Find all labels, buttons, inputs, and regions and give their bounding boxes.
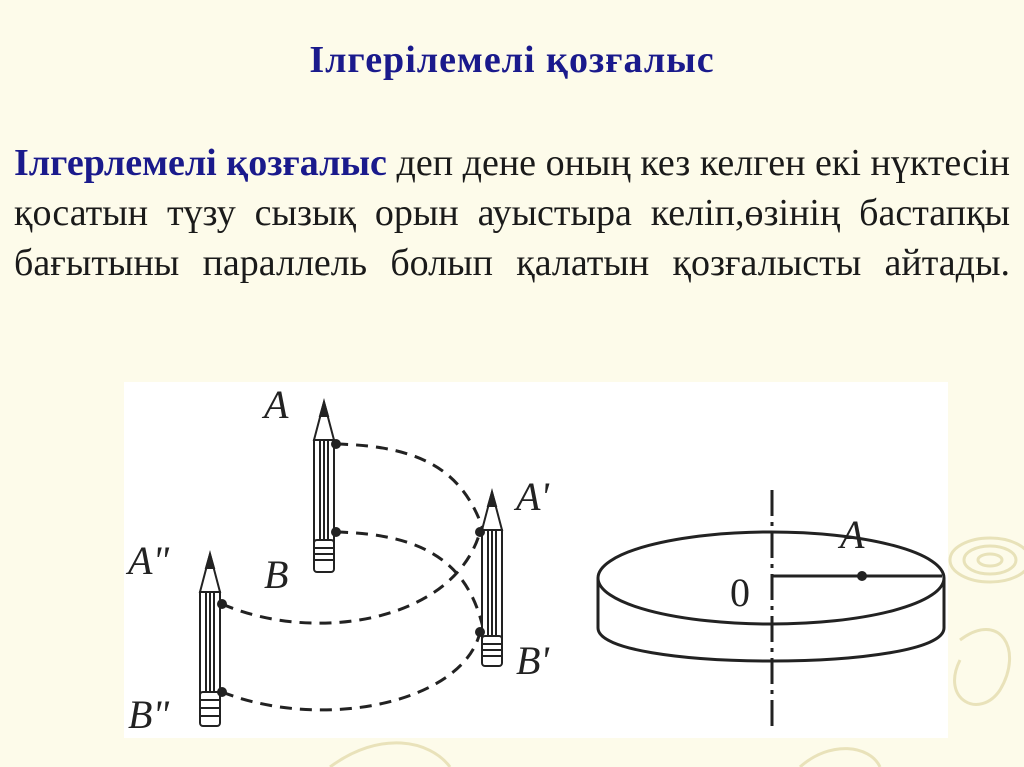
label-a-prime: A' — [516, 474, 549, 519]
pencil-translated-position — [200, 554, 220, 726]
slide-title: Ілгерілемелі қозғалыс — [309, 39, 715, 81]
point-b-marker — [331, 527, 341, 537]
trajectory-a-to-a-prime — [336, 444, 484, 532]
trajectory-paths — [222, 444, 484, 710]
pencil-initial — [314, 402, 334, 572]
label-a-double: A" — [128, 538, 170, 583]
label-b: B — [264, 552, 289, 597]
definition-term: Ілгерлемелі қозғалыс — [14, 142, 387, 184]
point-b-double-marker — [217, 687, 227, 697]
trajectory-a-double-to-a-prime — [222, 532, 480, 623]
trajectory-b-double-to-b-prime — [222, 632, 480, 710]
point-b-prime-marker — [475, 627, 485, 637]
label-a: A — [264, 382, 289, 427]
label-disk-point-a: A — [840, 512, 865, 557]
point-a-marker — [331, 439, 341, 449]
trajectory-b-to-b-prime — [336, 532, 484, 632]
definition-paragraph — [14, 138, 1010, 288]
pencil-rotated-position — [482, 492, 502, 666]
point-a-prime-marker — [475, 527, 485, 537]
translational-motion-figure — [124, 382, 948, 738]
label-b-prime: B' — [516, 638, 549, 683]
label-b-double: B" — [128, 692, 170, 737]
definition-text: деп дене оның кез келген екі нүктесін қосатын түзу сызық орын ауыстыра келіп,өзінің бастапқы бағытыны параллель болып қалатын қозғалысты айтады. — [14, 142, 1010, 284]
label-axis-zero: 0 — [730, 570, 750, 615]
point-a-double-marker — [217, 599, 227, 609]
disk-point-marker — [857, 571, 867, 581]
